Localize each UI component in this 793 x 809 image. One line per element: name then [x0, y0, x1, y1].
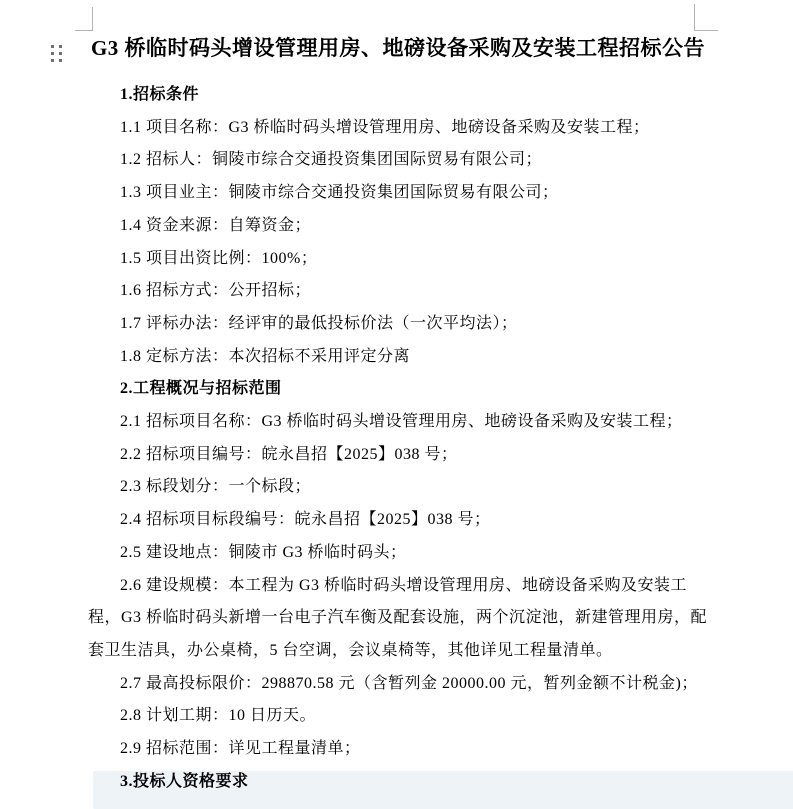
doc-paragraph[interactable]: 2.7 最高投标限价：298870.58 元（含暂列金 20000.00 元，暂列金额不计税金)； [120, 674, 698, 692]
doc-paragraph[interactable]: 1.6 招标方式：公开招标； [120, 282, 312, 300]
document-body [88, 79, 712, 798]
doc-paragraph[interactable]: 2.4 招标项目标段编号：皖永昌招【2025】038 号； [120, 511, 491, 529]
document-title[interactable]: G3 桥临时码头增设管理用房、地磅设备采购及安装工程招标公告 [90, 36, 706, 60]
doc-paragraph[interactable]: 1.7 评标办法：经评审的最低投标价法（一次平均法）； [120, 314, 518, 332]
section-heading[interactable]: 2.工程概况与招标范围 [120, 380, 282, 398]
doc-paragraph[interactable]: 1.4 资金来源：自筹资金； [120, 216, 312, 234]
doc-paragraph[interactable]: 2.2 招标项目编号：皖永昌招【2025】038 号； [120, 445, 458, 463]
doc-paragraph[interactable]: 2.6 建设规模：本工程为 G3 桥临时码头增设管理用房、地磅设备采购及安装工程，G3 桥临时码头新增一台电子汽车衡及配套设施，两个沉淀池，新建管理用房，配套卫生洁具，办公桌椅，5 台空调，会议桌椅等，其他详见工程量清单。 [88, 576, 708, 659]
doc-paragraph[interactable]: 1.3 项目业主：铜陵市综合交通投资集团国际贸易有限公司； [120, 184, 559, 202]
doc-paragraph[interactable]: 1.5 项目出资比例：100%； [120, 249, 318, 267]
doc-paragraph[interactable]: 2.9 招标范围：详见工程量清单； [120, 740, 361, 758]
doc-paragraph[interactable]: 1.1 项目名称：G3 桥临时码头增设管理用房、地磅设备采购及安装工程； [120, 118, 650, 136]
doc-paragraph[interactable]: 1.8 定标方法：本次招标不采用评定分离 [120, 347, 411, 365]
doc-paragraph[interactable]: 2.8 计划工期：10 日历天。 [120, 707, 317, 725]
section-heading[interactable]: 1.招标条件 [120, 86, 200, 103]
section-heading[interactable]: 3.投标人资格要求 [120, 772, 249, 790]
doc-paragraph[interactable]: 2.5 建设地点：铜陵市 G3 桥临时码头； [120, 543, 407, 561]
doc-paragraph[interactable]: 1.2 招标人：铜陵市综合交通投资集团国际贸易有限公司； [120, 151, 543, 169]
drag-handle-icon[interactable] [51, 45, 62, 62]
doc-paragraph[interactable]: 2.1 招标项目名称：G3 桥临时码头增设管理用房、地磅设备采购及安装工程； [120, 413, 683, 431]
margin-mark-top-left [75, 7, 93, 31]
doc-paragraph[interactable]: 2.3 标段划分：一个标段； [120, 478, 312, 496]
margin-mark-top-right [694, 4, 718, 31]
